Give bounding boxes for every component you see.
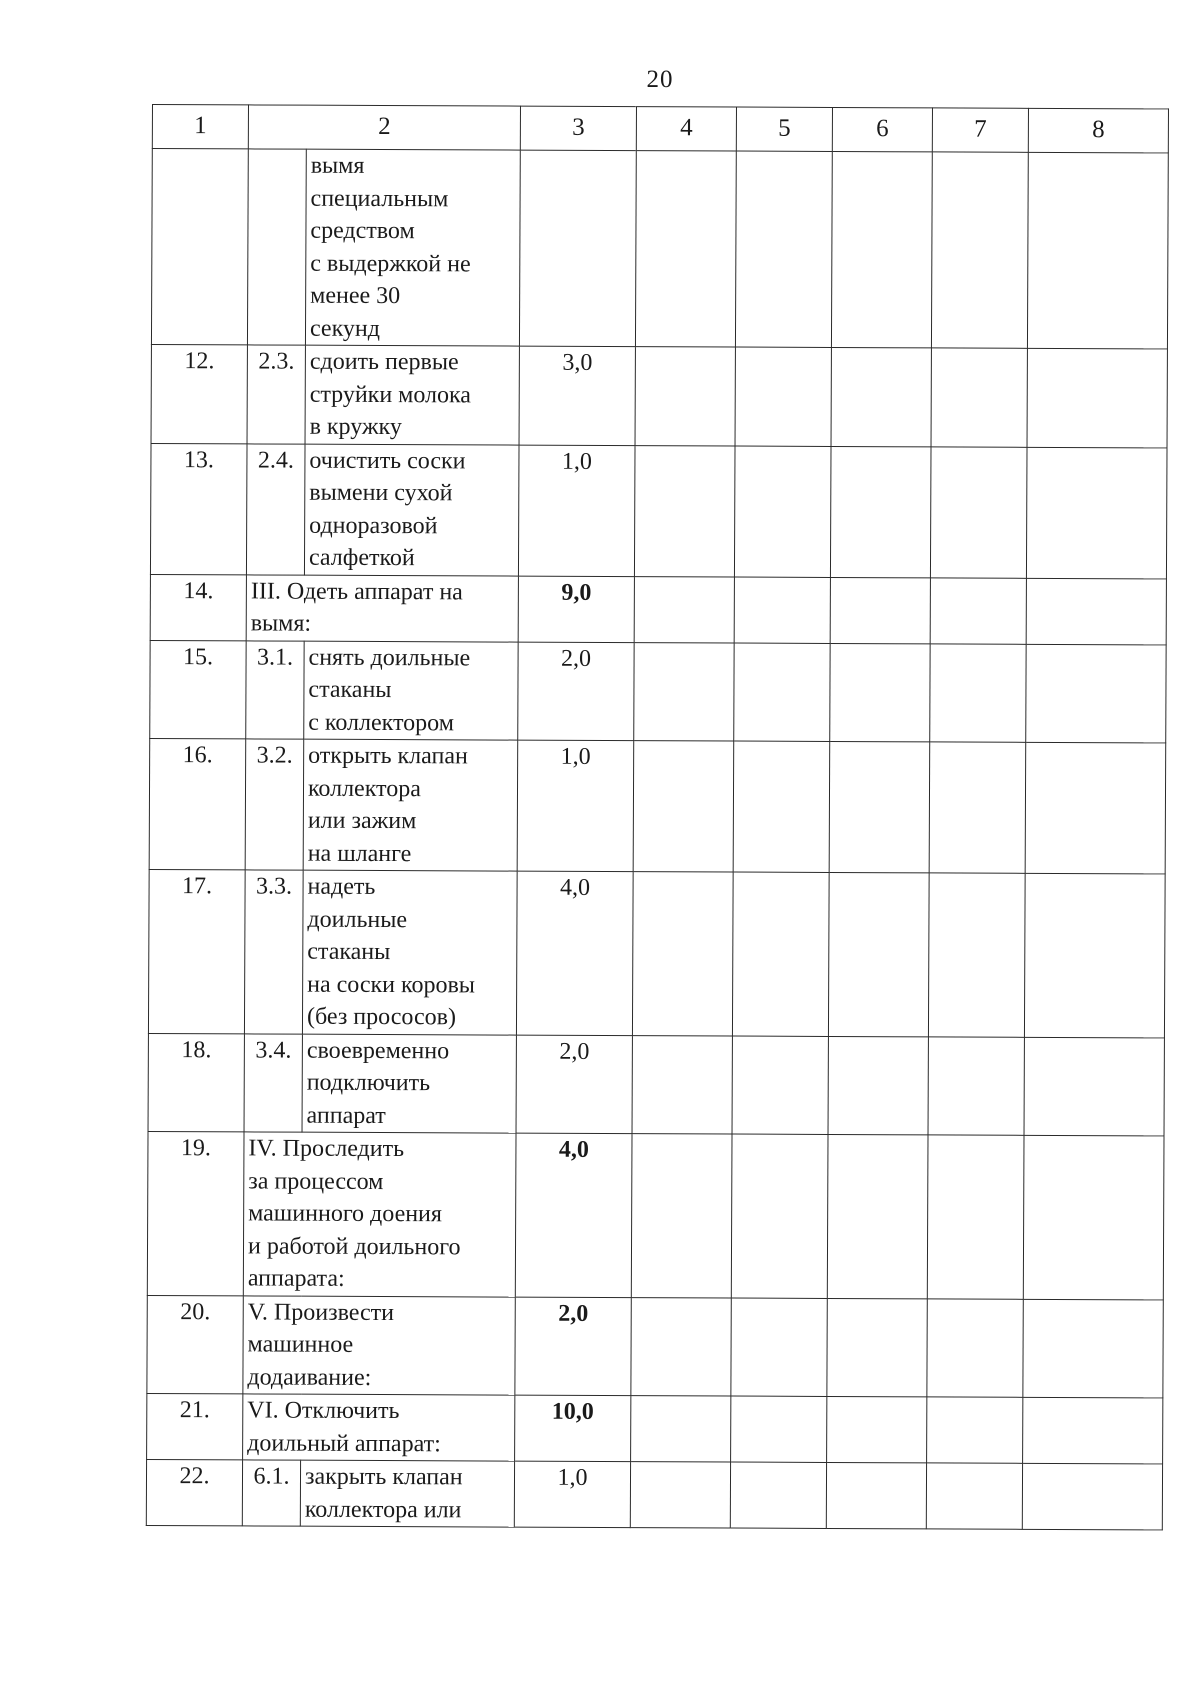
empty-score-cell-4 xyxy=(631,1396,731,1462)
empty-score-cell-4 xyxy=(632,872,733,1036)
row-number-cell: 18. xyxy=(148,1033,244,1132)
empty-score-cell-6 xyxy=(830,643,930,742)
header-cell-5: 5 xyxy=(736,107,832,151)
sub-number-cell: 3.3. xyxy=(244,870,303,1034)
row-number-cell: 16. xyxy=(149,738,246,869)
empty-score-cell-4 xyxy=(635,151,736,347)
step-text-cell: своевременно подключить аппарат xyxy=(302,1034,516,1133)
points-cell xyxy=(519,150,636,347)
empty-score-cell-4 xyxy=(630,1462,730,1528)
points-cell: 2,0 xyxy=(518,642,634,741)
header-cell-2: 2 xyxy=(248,105,520,150)
empty-score-cell-8 xyxy=(1024,873,1165,1037)
table-row xyxy=(148,1033,1164,1136)
empty-score-cell-8 xyxy=(1022,1463,1162,1530)
header-cell-3: 3 xyxy=(520,106,636,151)
empty-score-cell-6 xyxy=(826,1462,926,1528)
empty-score-cell-8 xyxy=(1026,578,1166,645)
header-row xyxy=(152,105,1168,153)
empty-score-cell-4 xyxy=(633,741,734,872)
empty-score-cell-5 xyxy=(735,347,831,446)
empty-score-cell-5 xyxy=(734,643,830,742)
empty-score-cell-6 xyxy=(827,1298,927,1397)
empty-score-cell-7 xyxy=(930,577,1026,643)
step-text-cell: надеть доильные стаканы на соски коровы (без прососов) xyxy=(302,870,517,1034)
empty-score-cell-4 xyxy=(631,1134,732,1298)
empty-score-cell-4 xyxy=(635,347,735,446)
row-number-cell: 21. xyxy=(147,1393,243,1459)
row-number-cell: 12. xyxy=(151,344,247,443)
sub-number-cell: 2.4. xyxy=(246,443,305,574)
empty-score-cell-8 xyxy=(1027,348,1167,447)
empty-score-cell-8 xyxy=(1026,447,1167,579)
points-cell: 2,0 xyxy=(515,1297,631,1396)
step-text-cell: очистить соски вымени сухой одноразовой салфеткой xyxy=(304,444,519,576)
step-text-cell: сдоить первые струйки молока в кружку xyxy=(305,345,519,444)
empty-score-cell-5 xyxy=(734,577,830,643)
points-cell: 3,0 xyxy=(519,346,635,445)
points-cell: 2,0 xyxy=(516,1035,632,1134)
sub-number-cell: 2.3. xyxy=(247,345,305,444)
empty-score-cell-5 xyxy=(733,741,830,872)
header-cell-7: 7 xyxy=(932,108,1028,152)
empty-score-cell-8 xyxy=(1023,1397,1163,1464)
points-cell: 1,0 xyxy=(514,1461,630,1528)
points-cell: 1,0 xyxy=(518,445,635,577)
empty-score-cell-6 xyxy=(827,1134,928,1298)
table-row xyxy=(151,344,1167,447)
empty-score-cell-7 xyxy=(927,1298,1023,1397)
table-row xyxy=(147,1295,1163,1398)
empty-score-cell-6 xyxy=(828,872,929,1036)
table-row xyxy=(148,869,1165,1037)
header-cell-4: 4 xyxy=(636,107,736,151)
empty-score-cell-7 xyxy=(931,348,1027,447)
section-title-cell: V. Произвести машинное додаивание: xyxy=(243,1295,515,1395)
empty-score-cell-7 xyxy=(929,742,1026,873)
empty-score-cell-7 xyxy=(926,1463,1022,1529)
empty-score-cell-7 xyxy=(928,873,1025,1037)
points-cell: 4,0 xyxy=(515,1133,632,1297)
empty-score-cell-5 xyxy=(732,1036,828,1135)
empty-score-cell-4 xyxy=(634,576,734,642)
empty-score-cell-8 xyxy=(1023,1135,1164,1299)
page-number: 20 xyxy=(646,66,674,93)
table-row xyxy=(151,149,1168,349)
sub-number-cell: 3.4. xyxy=(244,1033,302,1132)
section-title-cell: VI. Отключить доильный аппарат: xyxy=(243,1394,515,1461)
row-number-cell: 20. xyxy=(147,1295,243,1394)
empty-score-cell-4 xyxy=(634,642,734,741)
row-number-cell: 17. xyxy=(148,869,245,1033)
points-cell: 4,0 xyxy=(516,871,633,1035)
empty-score-cell-8 xyxy=(1026,644,1166,743)
empty-score-cell-7 xyxy=(931,152,1028,348)
empty-score-cell-5 xyxy=(731,1298,827,1397)
empty-score-cell-8 xyxy=(1025,742,1166,874)
empty-score-cell-6 xyxy=(829,741,930,872)
header-cell-6: 6 xyxy=(832,107,932,151)
empty-score-cell-8 xyxy=(1027,152,1168,349)
points-cell: 9,0 xyxy=(518,576,634,643)
score-table xyxy=(146,104,1169,1530)
empty-score-cell-7 xyxy=(928,1036,1024,1135)
step-text-cell: снять доильные стаканы с коллектором xyxy=(304,641,518,740)
section-title-cell: IV. Проследить за процессом машинного доения и работой доильного аппарата: xyxy=(243,1132,516,1297)
empty-score-cell-5 xyxy=(735,151,832,347)
section-title-cell: III. Одеть аппарат на вымя: xyxy=(246,574,518,641)
empty-score-cell-6 xyxy=(828,1036,928,1135)
table-row xyxy=(149,738,1166,873)
empty-score-cell-6 xyxy=(831,151,932,347)
row-number-cell: 13. xyxy=(150,443,247,574)
empty-score-cell-5 xyxy=(731,1134,828,1298)
empty-score-cell-4 xyxy=(634,445,735,576)
score-sheet xyxy=(146,104,1168,1530)
empty-score-cell-5 xyxy=(731,1396,827,1462)
header-cell-1: 1 xyxy=(152,105,248,149)
table-row xyxy=(150,640,1166,743)
empty-score-cell-6 xyxy=(830,577,930,643)
table-row xyxy=(150,574,1166,644)
empty-score-cell-6 xyxy=(827,1396,927,1462)
sub-number-cell: 3.2. xyxy=(245,739,304,870)
table-row xyxy=(146,1459,1162,1529)
header-cell-8: 8 xyxy=(1028,108,1168,153)
row-number-cell: 22. xyxy=(146,1459,242,1525)
empty-score-cell-4 xyxy=(631,1297,731,1396)
points-cell: 10,0 xyxy=(515,1395,631,1462)
step-text-cell: открыть клапан коллектора или зажим на шланге xyxy=(303,739,518,871)
empty-score-cell-8 xyxy=(1024,1037,1164,1136)
sub-number-cell: 3.1. xyxy=(246,640,304,739)
row-number-cell xyxy=(151,149,248,345)
empty-score-cell-6 xyxy=(830,446,931,577)
points-cell: 1,0 xyxy=(517,740,634,872)
sub-number-cell: 6.1. xyxy=(242,1460,300,1526)
empty-score-cell-5 xyxy=(734,446,831,577)
empty-score-cell-4 xyxy=(632,1035,732,1134)
row-number-cell: 14. xyxy=(150,574,246,640)
table-row xyxy=(147,1131,1164,1299)
row-number-cell: 15. xyxy=(150,640,246,739)
empty-score-cell-5 xyxy=(730,1462,826,1528)
table-row xyxy=(150,443,1167,578)
empty-score-cell-7 xyxy=(927,1135,1024,1299)
row-number-cell: 19. xyxy=(147,1131,244,1295)
empty-score-cell-5 xyxy=(732,872,829,1036)
empty-score-cell-7 xyxy=(927,1397,1023,1463)
empty-score-cell-8 xyxy=(1023,1299,1163,1398)
empty-score-cell-6 xyxy=(831,347,931,446)
table-row xyxy=(147,1393,1163,1463)
step-text-cell: вымя специальным средством с выдержкой не менее 30 секунд xyxy=(305,149,520,346)
empty-score-cell-7 xyxy=(930,643,1026,742)
sub-number-cell xyxy=(247,149,306,345)
empty-score-cell-7 xyxy=(930,446,1027,577)
step-text-cell: закрыть клапан коллектора или xyxy=(300,1460,514,1527)
